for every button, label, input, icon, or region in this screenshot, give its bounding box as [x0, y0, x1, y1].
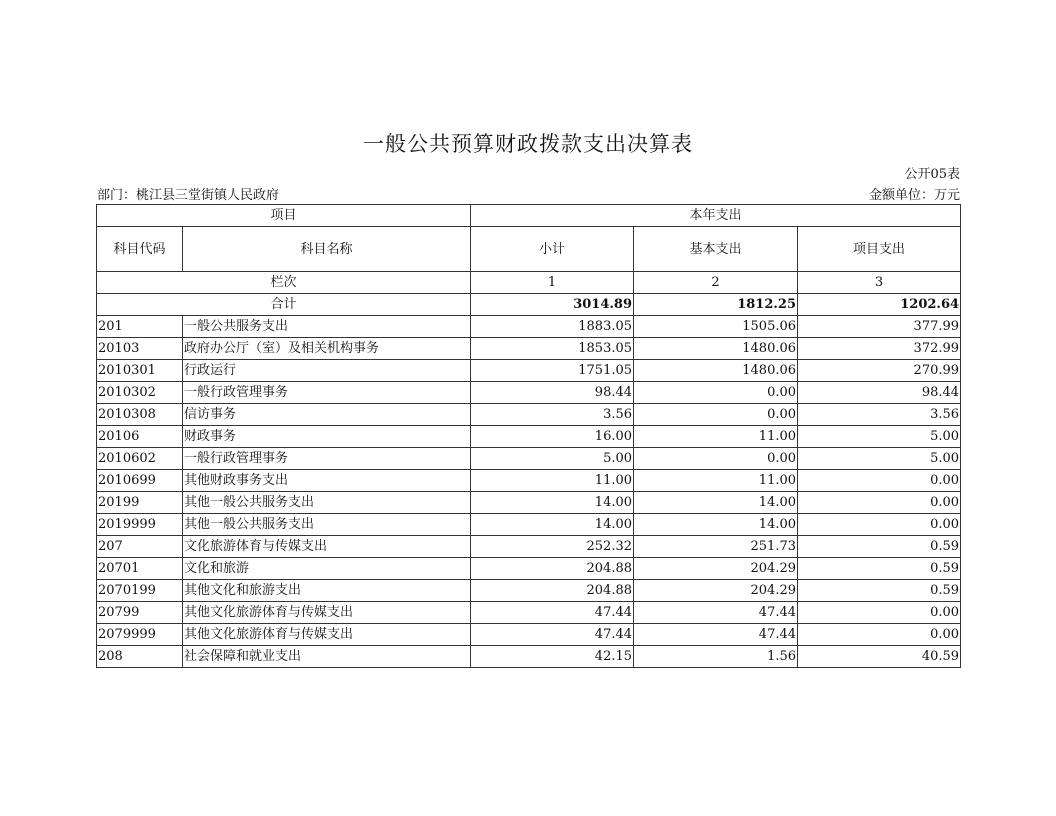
row-project: 0.59: [798, 536, 961, 558]
row-name: 财政事务: [183, 426, 471, 448]
row-subtotal: 1751.05: [471, 360, 634, 382]
column-number-row: [97, 272, 961, 294]
row-name: 一般行政管理事务: [183, 382, 471, 404]
row-code: 20106: [97, 426, 183, 448]
row-code: 2010699: [97, 470, 183, 492]
row-subtotal: 11.00: [471, 470, 634, 492]
header-name: 科目名称: [183, 227, 471, 272]
row-code: 2079999: [97, 624, 183, 646]
expenditure-table: [96, 204, 961, 668]
row-subtotal: 1883.05: [471, 316, 634, 338]
table-row: [97, 558, 961, 580]
row-basic: 47.44: [634, 602, 798, 624]
table-row: [97, 448, 961, 470]
row-basic: 0.00: [634, 448, 798, 470]
row-subtotal: 47.44: [471, 624, 634, 646]
row-basic: 1.56: [634, 646, 798, 668]
row-project: 0.00: [798, 514, 961, 536]
header-code: 科目代码: [97, 227, 183, 272]
row-project: 270.99: [798, 360, 961, 382]
total-row: [97, 294, 961, 316]
row-subtotal: 16.00: [471, 426, 634, 448]
total-basic: 1812.25: [634, 294, 798, 316]
table-row: [97, 338, 961, 360]
row-subtotal: 47.44: [471, 602, 634, 624]
header-item: 项目: [97, 205, 471, 227]
row-project: 0.00: [798, 470, 961, 492]
row-basic: 47.44: [634, 624, 798, 646]
header-subtotal: 小计: [471, 227, 634, 272]
row-name: 一般行政管理事务: [183, 448, 471, 470]
table-row: [97, 624, 961, 646]
column-number-3: 3: [798, 272, 961, 294]
total-subtotal: 3014.89: [471, 294, 634, 316]
row-basic: 204.29: [634, 580, 798, 602]
row-project: 0.00: [798, 492, 961, 514]
report-title: 一般公共预算财政拨款支出决算表: [363, 132, 693, 156]
row-project: 98.44: [798, 382, 961, 404]
header-row-1: [97, 205, 961, 227]
row-basic: 204.29: [634, 558, 798, 580]
row-project: 3.56: [798, 404, 961, 426]
row-basic: 1480.06: [634, 338, 798, 360]
total-project: 1202.64: [798, 294, 961, 316]
row-code: 2010602: [97, 448, 183, 470]
row-project: 0.59: [798, 580, 961, 602]
row-name: 行政运行: [183, 360, 471, 382]
row-name: 一般公共服务支出: [183, 316, 471, 338]
row-code: 2070199: [97, 580, 183, 602]
table-row: [97, 404, 961, 426]
table-row: [97, 580, 961, 602]
row-name: 其他一般公共服务支出: [183, 492, 471, 514]
row-project: 0.00: [798, 602, 961, 624]
row-subtotal: 14.00: [471, 492, 634, 514]
row-name: 其他文化旅游体育与传媒支出: [183, 624, 471, 646]
row-basic: 1505.06: [634, 316, 798, 338]
row-code: 2010301: [97, 360, 183, 382]
row-name: 文化和旅游: [183, 558, 471, 580]
amount-unit-label: 金额单位：万元: [868, 188, 960, 203]
row-name: 其他财政事务支出: [183, 470, 471, 492]
table-row: [97, 536, 961, 558]
row-subtotal: 98.44: [471, 382, 634, 404]
row-name: 其他文化旅游体育与传媒支出: [183, 602, 471, 624]
row-code: 20799: [97, 602, 183, 624]
row-basic: 0.00: [634, 404, 798, 426]
row-code: 20199: [97, 492, 183, 514]
row-name: 其他文化和旅游支出: [183, 580, 471, 602]
row-subtotal: 5.00: [471, 448, 634, 470]
total-label: 合计: [97, 294, 471, 316]
row-basic: 251.73: [634, 536, 798, 558]
row-project: 5.00: [798, 448, 961, 470]
row-subtotal: 204.88: [471, 580, 634, 602]
row-code: 201: [97, 316, 183, 338]
table-row: [97, 646, 961, 668]
row-code: 208: [97, 646, 183, 668]
row-project: 0.59: [798, 558, 961, 580]
header-project: 项目支出: [798, 227, 961, 272]
table-row: [97, 316, 961, 338]
row-code: 2010308: [97, 404, 183, 426]
column-number-1: 1: [471, 272, 634, 294]
form-number: 公开05表: [904, 167, 960, 182]
row-subtotal: 204.88: [471, 558, 634, 580]
table-row: [97, 514, 961, 536]
table-row: [97, 382, 961, 404]
row-subtotal: 42.15: [471, 646, 634, 668]
column-number-label: 栏次: [97, 272, 471, 294]
row-project: 40.59: [798, 646, 961, 668]
header-basic: 基本支出: [634, 227, 798, 272]
table-row: [97, 470, 961, 492]
row-code: 2010302: [97, 382, 183, 404]
department-label: 部门：桃江县三堂街镇人民政府: [97, 188, 280, 203]
column-number-2: 2: [634, 272, 798, 294]
row-basic: 0.00: [634, 382, 798, 404]
row-basic: 14.00: [634, 514, 798, 536]
header-this-year: 本年支出: [471, 205, 961, 227]
row-basic: 11.00: [634, 470, 798, 492]
table-row: [97, 492, 961, 514]
row-project: 372.99: [798, 338, 961, 360]
table-row: [97, 602, 961, 624]
row-code: 20701: [97, 558, 183, 580]
row-project: 377.99: [798, 316, 961, 338]
row-name: 文化旅游体育与传媒支出: [183, 536, 471, 558]
row-name: 信访事务: [183, 404, 471, 426]
row-subtotal: 252.32: [471, 536, 634, 558]
row-basic: 14.00: [634, 492, 798, 514]
table-row: [97, 360, 961, 382]
header-row-2: [97, 227, 961, 272]
row-basic: 1480.06: [634, 360, 798, 382]
row-name: 社会保障和就业支出: [183, 646, 471, 668]
row-name: 政府办公厅（室）及相关机构事务: [183, 338, 471, 360]
row-code: 207: [97, 536, 183, 558]
row-code: 20103: [97, 338, 183, 360]
row-project: 0.00: [798, 624, 961, 646]
row-subtotal: 1853.05: [471, 338, 634, 360]
table-row: [97, 426, 961, 448]
row-name: 其他一般公共服务支出: [183, 514, 471, 536]
row-subtotal: 14.00: [471, 514, 634, 536]
row-project: 5.00: [798, 426, 961, 448]
row-subtotal: 3.56: [471, 404, 634, 426]
row-code: 2019999: [97, 514, 183, 536]
row-basic: 11.00: [634, 426, 798, 448]
